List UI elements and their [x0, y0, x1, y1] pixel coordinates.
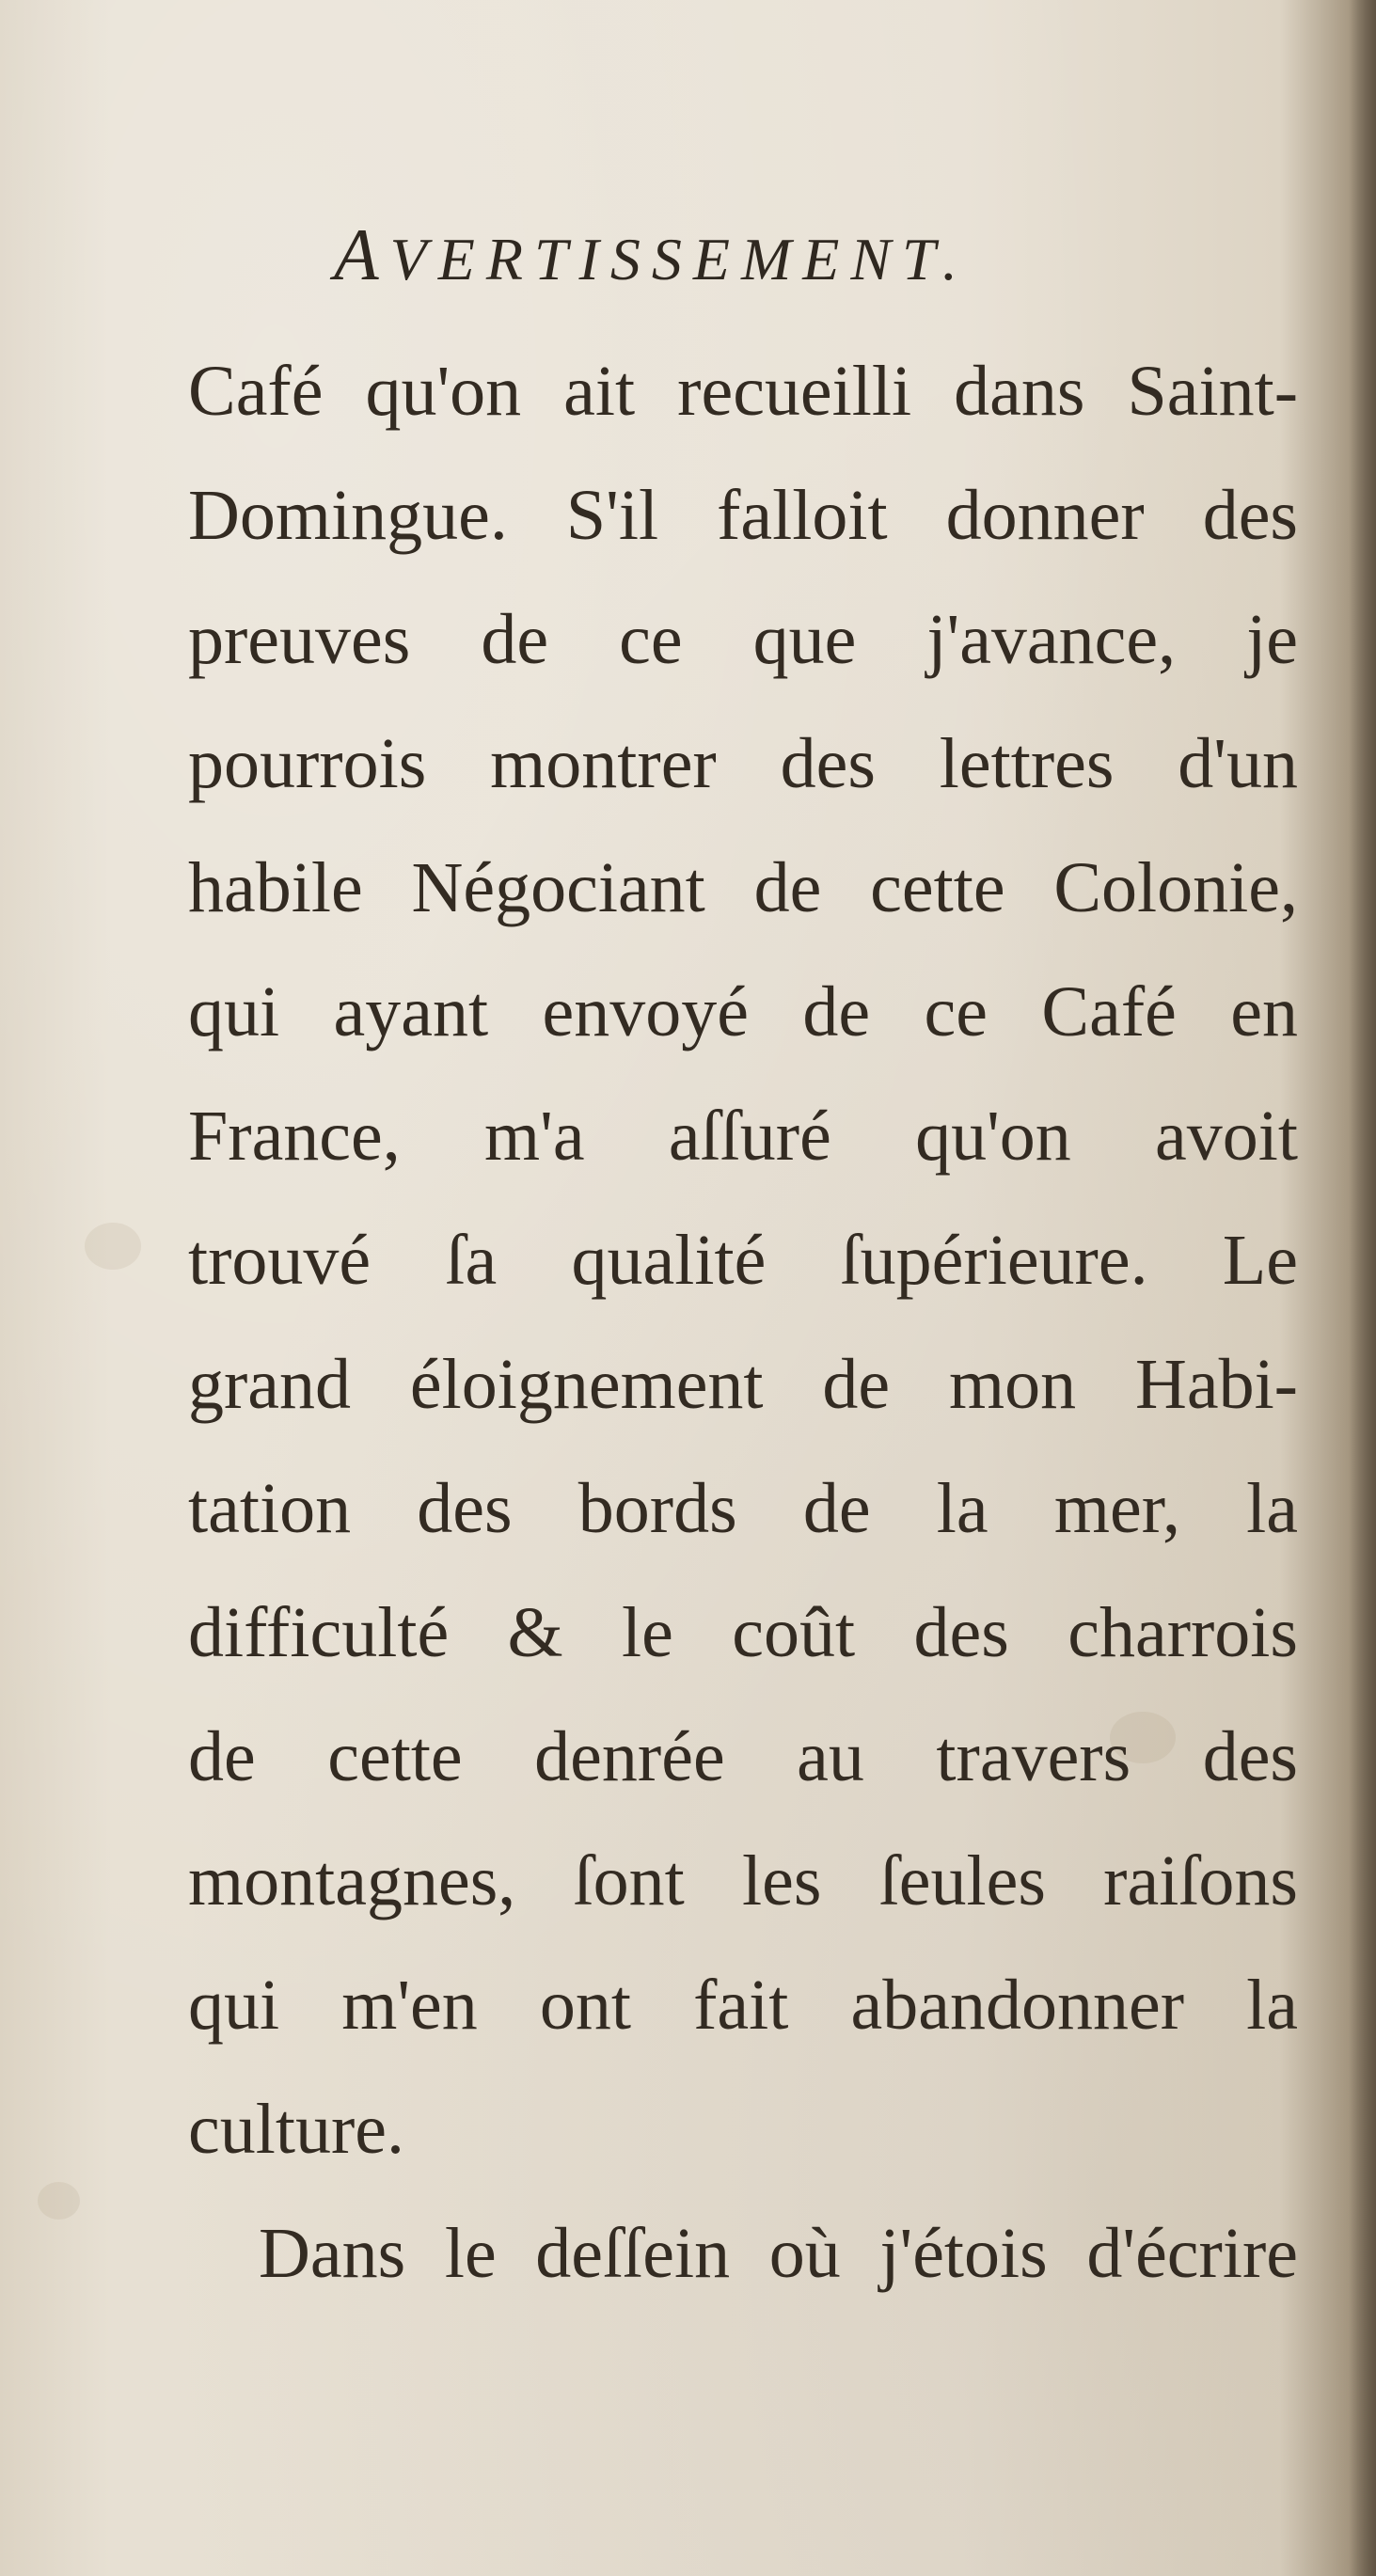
text-line: Café qu'on ait recueilli dans Saint-: [188, 352, 1298, 431]
text-line: de cette denrée au travers des: [188, 1717, 1298, 1796]
text-line: Domingue. S'il falloit donner des: [188, 476, 1298, 555]
paragraph-1: [188, 329, 1298, 2191]
paper-stain: [38, 2182, 80, 2220]
text-line: Dans le deſſein où j'étois d'écrire: [259, 2214, 1298, 2293]
paper-stain: [85, 1223, 141, 1270]
text-line: France, m'a aſſuré qu'on avoit: [188, 1097, 1298, 1176]
text-line: culture.: [188, 2090, 405, 2169]
running-head-rest: VERTISSEMENT.: [389, 226, 969, 292]
body-text: [188, 329, 1298, 2315]
text-line: qui ayant envoyé de ce Café en: [188, 972, 1298, 1051]
text-line: qui m'en ont fait abandonner la: [188, 1966, 1298, 2045]
text-line: grand éloignement de mon Habi-: [188, 1345, 1298, 1424]
text-line: trouvé ſa qualité ſupérieure. Le: [188, 1221, 1298, 1300]
text-line: tation des bords de la mer, la: [188, 1469, 1298, 1548]
text-line: preuves de ce que j'avance, je: [188, 600, 1298, 679]
text-line: habile Négociant de cette Colonie,: [188, 848, 1298, 927]
paragraph-2: [188, 2191, 1298, 2315]
text-line: montagnes, ſont les ſeules raiſons: [188, 1841, 1298, 1920]
text-line: difficulté & le coût des charrois: [188, 1593, 1298, 1672]
page-edge-shadow: [1350, 0, 1376, 2576]
running-head: [334, 213, 1180, 297]
text-line: pourrois montrer des lettres d'un: [188, 724, 1298, 803]
running-head-initial: A: [334, 213, 390, 295]
